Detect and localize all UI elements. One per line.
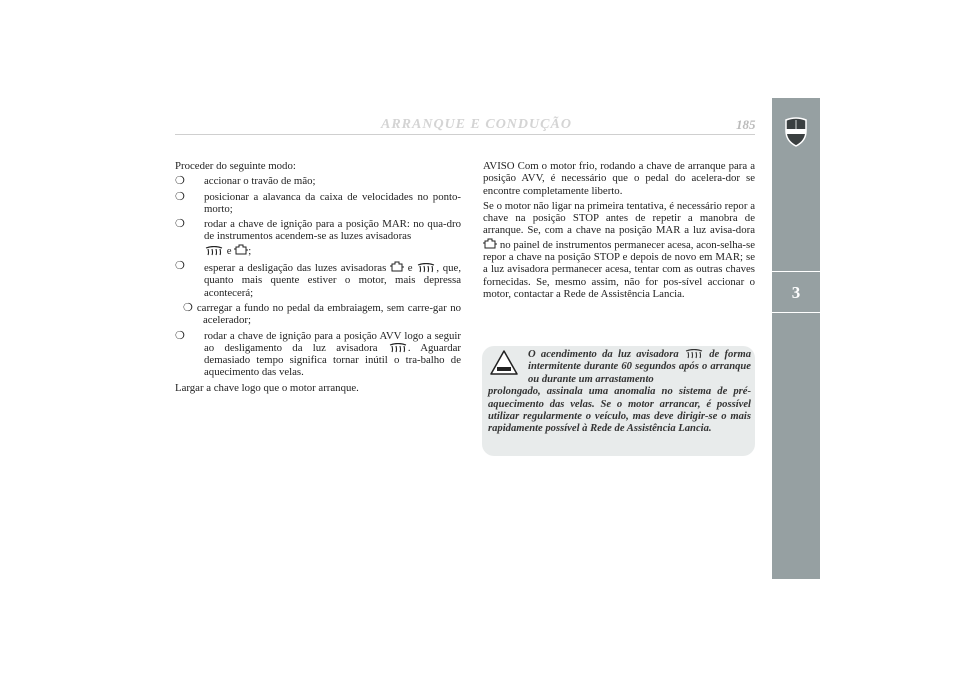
- conjunction-text: e: [407, 262, 413, 275]
- bullet-marker: ❍: [175, 175, 185, 188]
- notice-paragraph: AVISO Com o motor frio, rodando a chave de arranque para a posição AVV, é necessário que o pedal do acelera-dor se encontre completamente liberto.: [483, 160, 755, 197]
- lancia-shield-logo-icon: [783, 117, 809, 147]
- bullet-marker: ❍: [183, 301, 193, 314]
- chapter-divider-bottom: [772, 312, 820, 313]
- intro-text: Proceder do seguinte modo:: [175, 160, 296, 172]
- list-item-text: accionar o travão de mão;: [204, 175, 316, 188]
- header-rule: [175, 134, 755, 135]
- glow-plug-icon: [684, 349, 704, 359]
- section-title: ARRANQUE E CONDUÇÃO: [381, 117, 572, 132]
- chapter-sidebar: [772, 98, 820, 579]
- chapter-divider-top: [772, 271, 820, 272]
- list-item: [175, 191, 461, 216]
- list-item-text-end: ;: [248, 244, 252, 257]
- warning-lead-text-end: de forma intermitente durante 60 segundos após o arranque ou durante um arrastamento: [528, 349, 752, 385]
- glow-plug-icon: [416, 263, 436, 273]
- list-item: [175, 175, 461, 187]
- closing-text: Largar a chave logo que o motor arranque.: [175, 381, 359, 394]
- warning-lead-text: O acendimento da luz avisadora: [528, 349, 679, 360]
- bullet-marker: ❍: [175, 190, 185, 203]
- warning-body: prolongado, assinala uma anomalia no sistema de pré-aquecimento das velas. Se o motor arrancar, é possível utilizar regularmente o veículo, mas deve dirigir-se o mais rapidamente possível à Rede de Assistência Lancia.: [488, 386, 751, 435]
- list-item-text: rodar a chave de ignição para a posição AVV logo a seguir ao desligamento da luz avisadora: [204, 329, 461, 354]
- list-item-text: esperar a desligação das luzes avisadoras: [204, 262, 387, 275]
- conjunction-text: e: [226, 244, 232, 257]
- restart-text-end: no painel de instrumentos permanecer acesa, acon-selha-se repor a chave na posição STOP e depois de novo em MAR; se a luz avisadora permanecer acesa, tentar com as outras chaves fornecidas. Se, mesmo assim, não for pos-sível accionar o motor, contactar a Rede de Assistência Lancia.: [483, 238, 755, 300]
- warning-text: [488, 349, 751, 436]
- list-item-text: posicionar a alavanca da caixa de velocidades no ponto-morto;: [204, 190, 461, 215]
- bullet-marker: ❍: [175, 329, 185, 342]
- list-item: [175, 330, 461, 379]
- list-item: [175, 218, 461, 257]
- right-column: [483, 160, 755, 303]
- list-item-text: rodar a chave de ignição para a posição MAR: no qua-dro de instrumentos acendem-se as luzes avisadoras: [204, 218, 461, 243]
- list-item: [175, 302, 461, 327]
- engine-fault-icon: [390, 260, 404, 273]
- page-number: 185: [736, 117, 756, 132]
- list-item-text-end: , que, quanto mais quente estiver o motor, mais depressa acontecerá;: [204, 262, 462, 299]
- restart-text-start: Se o motor não ligar na primeira tentativa, é necessário repor a chave na posição STOP antes de repetir a manobra de arranque. Se, com a chave na posição MAR a luz avisa-dora: [483, 199, 755, 237]
- glow-plug-icon: [204, 246, 224, 256]
- bullet-marker: ❍: [175, 218, 185, 231]
- bullet-marker: ❍: [175, 260, 185, 273]
- restart-paragraph: [483, 200, 755, 300]
- list-item-text: carregar a fundo no pedal da embraiagem, sem carre-gar no acelerador;: [196, 301, 461, 327]
- engine-fault-icon: [483, 237, 497, 250]
- glow-plug-icon: [388, 343, 408, 353]
- list-item-text-end: . Aguardar demasiado tempo significa tornar inútil o tra-balho de aquecimento das velas.: [204, 341, 461, 379]
- list-item: [175, 260, 461, 299]
- engine-fault-icon: [234, 243, 248, 256]
- warning-lead: [488, 349, 751, 386]
- left-column: [175, 160, 461, 397]
- chapter-number: 3: [791, 283, 801, 302]
